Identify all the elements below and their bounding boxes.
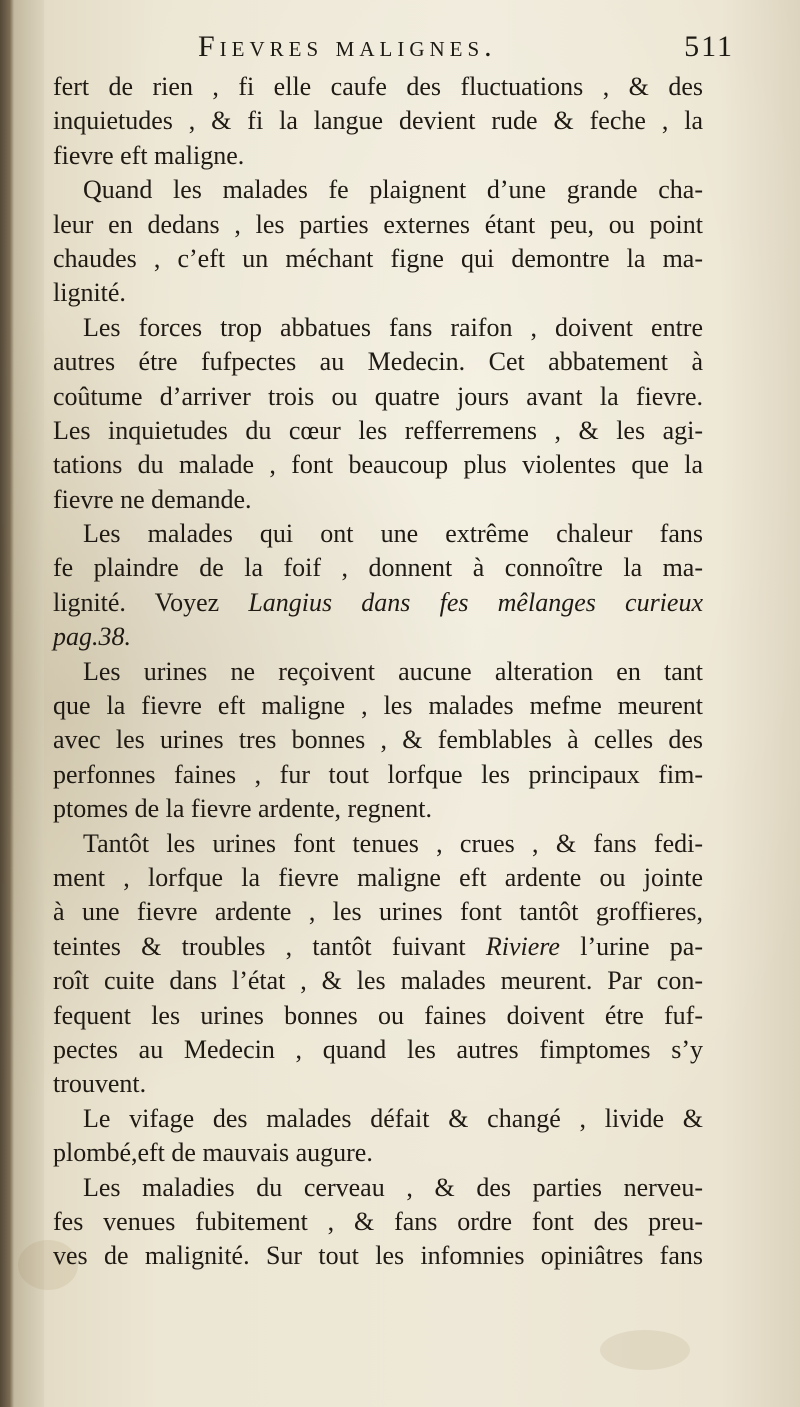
paper-stain [600,1330,690,1370]
text-segment: l’urine pa- [559,931,703,961]
text-segment: teintes & troubles , tantôt fuivant [53,931,486,961]
text-line: fe plaindre de la foif , donnent à connoître la ma- [53,553,703,583]
text-line: Les maladies du cerveau , & des parties nerveu- [83,1172,703,1202]
running-title: Fievres malignes. [198,30,497,63]
text-line: que la fievre eft maligne , les malades mefme meurent [53,691,703,721]
text-line: ptomes de la fievre ardente, regnent. [53,794,432,824]
text-segment: lignité. Voyez [53,587,249,617]
text-line: Les malades qui ont une extrême chaleur fans [83,519,703,549]
text-line: roît cuite dans l’état , & les malades meurent. Par con- [53,966,703,996]
italic-name: Riviere [485,931,560,961]
text-line: inquietudes , & fi la langue devient rude & feche , la [53,106,703,136]
text-line: Quand les malades fe plaignent d’une grande cha- [83,175,703,205]
text-line [53,586,703,620]
text-line: fequent les urines bonnes ou faines doivent étre fuf- [53,1000,703,1030]
text-line [53,930,703,964]
text-line: leur en dedans , les parties externes étant peu, ou point [53,209,703,239]
text-line: trouvent. [53,1069,147,1099]
text-line: fes venues fubitement , & fans ordre font des preu- [53,1206,703,1236]
running-head [60,22,734,70]
book-spine-edge [0,0,14,1407]
text-line: Tantôt les urines font tenues , crues , & fans fedi- [83,828,703,858]
body-text [53,70,703,1274]
text-line: avec les urines tres bonnes , & femblables à celles des [53,725,703,755]
text-line: lignité. [53,278,126,308]
text-line: à une fievre ardente , les urines font tantôt groffieres, [53,897,703,927]
text-line: Les urines ne reçoivent aucune alteration en tant [83,656,703,686]
text-line: Le vifage des malades défait & changé , livide & [83,1103,703,1133]
text-line: fievre eft maligne. [53,140,245,170]
text-line: Les forces trop abbatues fans raifon , doivent entre [83,312,703,342]
text-line: fievre ne demande. [53,484,252,514]
page-number: 511 [684,30,734,63]
text-line: autres étre fufpectes au Medecin. Cet abbatement à [53,347,703,377]
text-line: Les inquietudes du cœur les refferremens , & les agi- [53,415,703,445]
italic-citation: Langius dans fes mêlanges curieux [248,587,703,617]
text-line: fert de rien , fi elle caufe des fluctuations , & des [53,72,703,101]
text-line: ves de malignité. Sur tout les infomnies opiniâtres fans [53,1241,703,1271]
text-line: coûtume d’arriver trois ou quatre jours avant la fievre. [53,381,703,411]
text-line: plombé,eft de mauvais augure. [53,1138,373,1168]
italic-citation: pag.38. [53,622,131,652]
text-line: tations du malade , font beaucoup plus violentes que la [53,450,703,480]
text-line [53,620,703,654]
text-line: perfonnes faines , fur tout lorfque les principaux fim- [53,759,703,789]
text-line: chaudes , c’eft un méchant figne qui demontre la ma- [53,243,703,273]
text-line: ment , lorfque la fievre maligne eft ardente ou jointe [53,862,703,892]
text-line: pectes au Medecin , quand les autres fimptomes s’y [53,1034,703,1064]
